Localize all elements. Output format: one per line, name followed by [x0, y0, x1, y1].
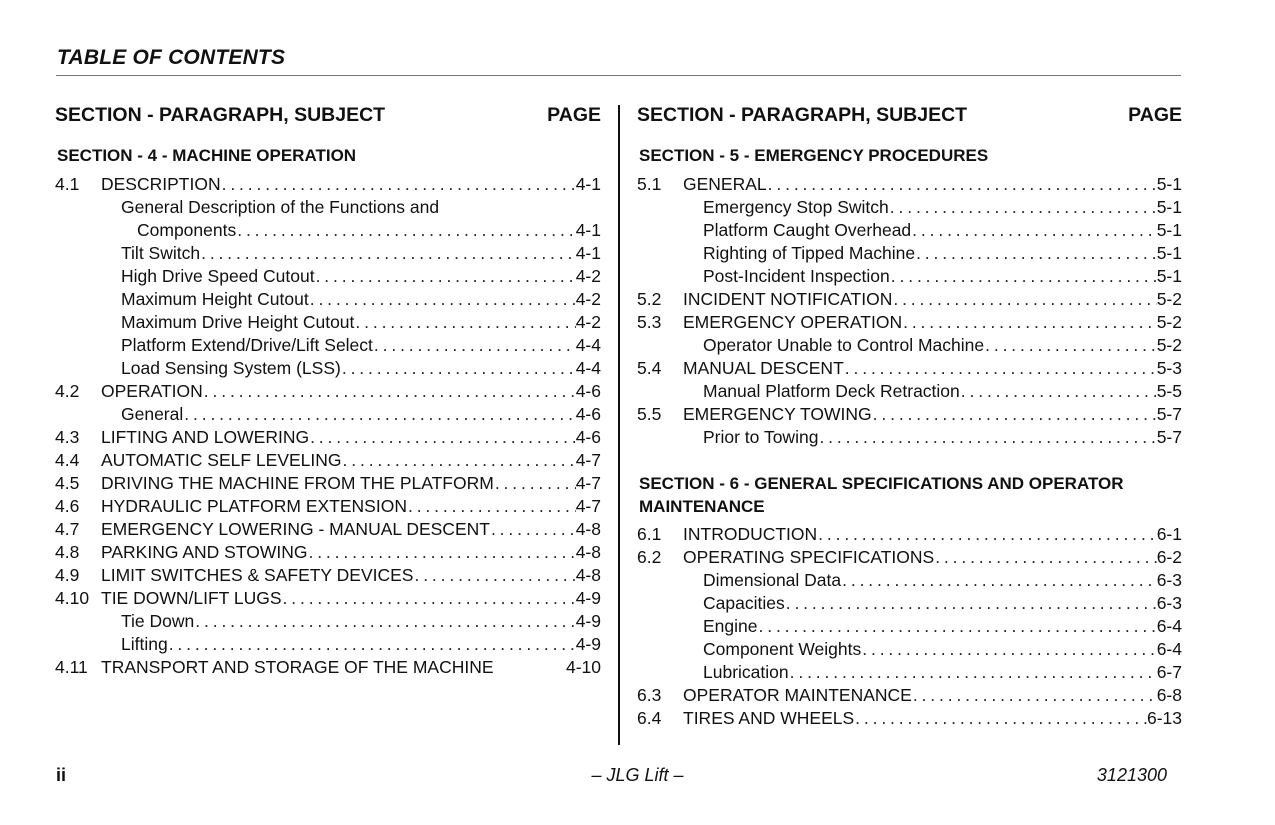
- toc-entry-label: DESCRIPTION: [101, 174, 221, 194]
- toc-entry-label: Operator Unable to Control Machine: [703, 335, 985, 355]
- toc-entry-page: 4-10: [565, 657, 601, 677]
- toc-entry-label: HYDRAULIC PLATFORM EXTENSION: [101, 496, 407, 516]
- section-4-heading: SECTION - 4 - MACHINE OPERATION: [57, 146, 357, 165]
- dot-leader: [342, 450, 576, 471]
- toc-entry-page: 4-9: [575, 588, 601, 608]
- toc-entry-label: Prior to Towing: [703, 427, 819, 447]
- toc-entry-label: General: [121, 404, 184, 424]
- section-6-heading-line1: SECTION - 6 - GENERAL SPECIFICATIONS AND OPERATOR: [639, 474, 1124, 493]
- toc-entry-page: 6-8: [1156, 685, 1182, 705]
- dot-leader: [889, 197, 1157, 218]
- toc-entry-page: 4-6: [575, 404, 601, 424]
- section-4-entries: [55, 174, 601, 680]
- dot-leader: [817, 524, 1157, 545]
- dot-leader: [203, 381, 576, 402]
- toc-entry[interactable]: [55, 358, 601, 381]
- dot-leader: [861, 639, 1156, 660]
- toc-entry-label: Manual Platform Deck Retraction: [703, 381, 960, 401]
- dot-leader: [413, 565, 575, 586]
- toc-entry[interactable]: [637, 174, 1182, 197]
- toc-entry-label: Maximum Height Cutout: [121, 289, 309, 309]
- dot-leader: [818, 427, 1156, 448]
- toc-entry-page: 6-1: [1156, 524, 1182, 544]
- toc-entry-label: Dimensional Data: [703, 570, 842, 590]
- section-5-entries: [637, 174, 1182, 450]
- toc-entry-label: Tilt Switch: [121, 243, 201, 263]
- toc-entry-page: 4-4: [575, 358, 601, 378]
- toc-entry-number: 4.3: [55, 427, 80, 447]
- toc-entry-page: 5-2: [1156, 312, 1182, 332]
- toc-entry-number: 5.5: [637, 404, 662, 424]
- toc-entry-label: LIFTING AND LOWERING: [101, 427, 310, 447]
- toc-entry[interactable]: [55, 565, 601, 588]
- toc-entry-label: Platform Caught Overhead: [703, 220, 912, 240]
- toc-entry-label: INTRODUCTION: [683, 524, 818, 544]
- toc-entry-label: EMERGENCY OPERATION: [683, 312, 903, 332]
- right-column-header: [637, 104, 1182, 128]
- toc-entry[interactable]: [55, 243, 601, 266]
- toc-entry-label: Component Weights: [703, 639, 862, 659]
- toc-entry-page: 4-7: [575, 473, 601, 493]
- toc-entry-label: EMERGENCY LOWERING - MANUAL DESCENT: [101, 519, 490, 539]
- toc-entry[interactable]: [637, 197, 1182, 220]
- toc-entry-number: 4.6: [55, 496, 80, 516]
- left-column-header: [55, 104, 601, 128]
- toc-entry-page: 4-7: [575, 496, 601, 516]
- dot-leader: [354, 312, 575, 333]
- toc-entry-page: 4-2: [575, 289, 601, 309]
- toc-entry[interactable]: [55, 588, 601, 611]
- toc-entry-number: 4.10: [55, 588, 90, 608]
- toc-entry-page: 4-8: [575, 519, 601, 539]
- toc-entry-label: PARKING AND STOWING: [101, 542, 308, 562]
- dot-leader: [960, 381, 1157, 402]
- toc-entry-page: 5-1: [1156, 243, 1182, 263]
- header-rule: [56, 75, 1181, 76]
- toc-entry[interactable]: [637, 220, 1182, 243]
- toc-entry-page: 5-5: [1156, 381, 1182, 401]
- dot-leader: [282, 588, 576, 609]
- toc-entry-number: 5.1: [637, 174, 662, 194]
- toc-entry[interactable]: [637, 427, 1182, 450]
- dot-leader: [407, 496, 576, 517]
- left-column: [55, 104, 601, 680]
- toc-entry-page: 4-8: [575, 542, 601, 562]
- dot-leader: [494, 473, 576, 494]
- toc-entry-page: 4-1: [575, 243, 601, 263]
- toc-entry-label: Righting of Tipped Machine: [703, 243, 916, 263]
- toc-entry-label: Platform Extend/Drive/Lift Select: [121, 335, 373, 355]
- dot-leader: [236, 220, 575, 241]
- page-title: TABLE OF CONTENTS: [57, 46, 286, 69]
- toc-entry-label: Engine: [703, 616, 758, 636]
- column-subject-heading: SECTION - PARAGRAPH, SUBJECT: [637, 104, 968, 126]
- toc-entry-number: 4.4: [55, 450, 80, 470]
- toc-entry-number: 4.5: [55, 473, 80, 493]
- toc-entry-number: 6.3: [637, 685, 662, 705]
- dot-leader: [854, 708, 1147, 729]
- toc-entry[interactable]: [637, 381, 1182, 404]
- dot-leader: [841, 570, 1157, 591]
- toc-entry-page: 6-7: [1156, 662, 1182, 682]
- toc-entry-label: General Description of the Functions and: [121, 197, 440, 217]
- toc-entry[interactable]: [55, 450, 601, 473]
- toc-entry-label: Lubrication: [703, 662, 789, 682]
- toc-entry[interactable]: [55, 312, 601, 335]
- toc-entry-number: 4.8: [55, 542, 80, 562]
- dot-leader: [892, 289, 1156, 310]
- toc-entry-page: 4-9: [575, 611, 601, 631]
- toc-entry-page: 6-13: [1146, 708, 1182, 728]
- toc-entry[interactable]: [637, 708, 1182, 731]
- toc-entry-label: GENERAL: [683, 174, 767, 194]
- toc-entry[interactable]: [55, 427, 601, 450]
- toc-entry-page: 4-4: [575, 335, 601, 355]
- toc-entry-number: 6.4: [637, 708, 662, 728]
- toc-entry-page: 6-3: [1156, 570, 1182, 590]
- toc-entry-label: EMERGENCY TOWING: [683, 404, 872, 424]
- toc-entry-label: OPERATOR MAINTENANCE: [683, 685, 912, 705]
- toc-entry-page: 5-1: [1156, 197, 1182, 217]
- toc-entry-label: MANUAL DESCENT: [683, 358, 844, 378]
- dot-leader: [872, 404, 1157, 425]
- toc-entry-label: Capacities: [703, 593, 785, 613]
- toc-entry-number: 4.11: [55, 657, 88, 677]
- dot-leader: [200, 243, 576, 264]
- toc-entry[interactable]: [637, 685, 1182, 708]
- dot-leader: [911, 220, 1157, 241]
- toc-entry-number: 5.4: [637, 358, 662, 378]
- toc-entry-page: 5-3: [1156, 358, 1182, 378]
- toc-entry-page: 6-2: [1156, 547, 1182, 567]
- toc-entry[interactable]: [55, 404, 601, 427]
- dot-leader: [789, 662, 1157, 683]
- toc-entry-label: TIE DOWN/LIFT LUGS: [101, 588, 282, 608]
- right-column: [637, 104, 1182, 731]
- dot-leader: [309, 427, 576, 448]
- toc-entry-page: 4-7: [575, 450, 601, 470]
- toc-entry[interactable]: [637, 358, 1182, 381]
- dot-leader: [844, 358, 1157, 379]
- toc-entry[interactable]: [637, 312, 1182, 335]
- dot-leader: [767, 174, 1157, 195]
- toc-entry-label: Components: [137, 220, 237, 240]
- toc-entry-label: AUTOMATIC SELF LEVELING: [101, 450, 342, 470]
- toc-entry[interactable]: [55, 266, 601, 289]
- toc-entry-page: 4-6: [575, 427, 601, 447]
- toc-entry[interactable]: [637, 639, 1182, 662]
- toc-entry-label: TRANSPORT AND STORAGE OF THE MACHINE: [101, 657, 494, 677]
- dot-leader: [373, 335, 576, 356]
- toc-entry-label: INCIDENT NOTIFICATION: [683, 289, 893, 309]
- toc-entry-page: 5-7: [1156, 427, 1182, 447]
- toc-entry-label: OPERATING SPECIFICATIONS: [683, 547, 935, 567]
- section-6-entries: [637, 524, 1182, 731]
- toc-entry[interactable]: [55, 519, 601, 542]
- toc-entry-number: 5.3: [637, 312, 662, 332]
- toc-entry[interactable]: [55, 657, 601, 680]
- toc-entry[interactable]: [637, 570, 1182, 593]
- document-number: 3121300: [1096, 765, 1167, 785]
- toc-entry-page: 4-1: [575, 220, 601, 240]
- dot-leader: [902, 312, 1157, 333]
- toc-entry-number: 4.2: [55, 381, 80, 401]
- toc-entry[interactable]: [55, 289, 601, 312]
- toc-entry[interactable]: [637, 404, 1182, 427]
- toc-entry-page: 4-1: [575, 174, 601, 194]
- toc-entry-number: 5.2: [637, 289, 662, 309]
- toc-entry[interactable]: [637, 243, 1182, 266]
- section-6-heading: [639, 472, 1182, 518]
- toc-entry-page: 4-9: [575, 634, 601, 654]
- column-subject-heading: SECTION - PARAGRAPH, SUBJECT: [55, 104, 386, 126]
- toc-entry-number: 4.9: [55, 565, 80, 585]
- dot-leader: [221, 174, 576, 195]
- toc-entry[interactable]: [637, 593, 1182, 616]
- dot-leader: [912, 685, 1157, 706]
- toc-entry[interactable]: [55, 496, 601, 519]
- toc-entry-label: TIRES AND WHEELS: [683, 708, 855, 728]
- toc-entry[interactable]: [55, 197, 601, 220]
- toc-entry-page: 4-8: [575, 565, 601, 585]
- dot-leader: [984, 335, 1157, 356]
- toc-entry-page: 4-6: [575, 381, 601, 401]
- toc-entry[interactable]: [55, 335, 601, 358]
- toc-entry-page: 6-3: [1156, 593, 1182, 613]
- dot-leader: [341, 358, 576, 379]
- dot-leader: [307, 542, 575, 563]
- toc-entry[interactable]: [55, 381, 601, 404]
- toc-entry-page: 5-1: [1156, 174, 1182, 194]
- dot-leader: [315, 266, 576, 287]
- dot-leader: [785, 593, 1157, 614]
- toc-entry-label: High Drive Speed Cutout: [121, 266, 315, 286]
- toc-entry-page: 5-2: [1156, 335, 1182, 355]
- toc-entry-label: LIMIT SWITCHES & SAFETY DEVICES: [101, 565, 414, 585]
- dot-leader: [168, 634, 576, 655]
- dot-leader: [934, 547, 1157, 568]
- toc-entry-number: 4.7: [55, 519, 80, 539]
- column-divider: [618, 105, 620, 745]
- toc-entry-number: 4.1: [55, 174, 80, 194]
- toc-entry[interactable]: [637, 547, 1182, 570]
- toc-entry[interactable]: [637, 266, 1182, 289]
- toc-entry[interactable]: [55, 174, 601, 197]
- toc-entry-page: 4-2: [575, 266, 601, 286]
- dot-leader: [309, 289, 576, 310]
- toc-entry[interactable]: [55, 473, 601, 496]
- toc-entry-page: 5-2: [1156, 289, 1182, 309]
- dot-leader: [915, 243, 1157, 264]
- column-page-heading: PAGE: [547, 104, 601, 126]
- dot-leader: [490, 519, 576, 540]
- dot-leader: [194, 611, 575, 632]
- toc-entry-label: Post-Incident Inspection: [703, 266, 890, 286]
- toc-entry[interactable]: [55, 542, 601, 565]
- toc-entry-number: 6.2: [637, 547, 662, 567]
- toc-entry-label: Tie Down: [121, 611, 195, 631]
- toc-entry-page: 6-4: [1156, 616, 1182, 636]
- toc-entry[interactable]: [637, 616, 1182, 639]
- toc-entry[interactable]: [55, 634, 601, 657]
- toc-entry-page: 4-2: [575, 312, 601, 332]
- toc-entry[interactable]: [637, 662, 1182, 685]
- toc-entry-page: 5-7: [1156, 404, 1182, 424]
- toc-entry-label: DRIVING THE MACHINE FROM THE PLATFORM: [101, 473, 494, 493]
- section-6-heading-line2: MAINTENANCE: [639, 497, 765, 516]
- page-number: ii: [56, 765, 67, 785]
- toc-entry-label: Lifting: [121, 634, 168, 654]
- dot-leader: [890, 266, 1157, 287]
- toc-entry-page: 5-1: [1156, 266, 1182, 286]
- toc-entry[interactable]: [637, 335, 1182, 358]
- toc-entry-label: OPERATION: [101, 381, 203, 401]
- dot-leader: [758, 616, 1157, 637]
- column-page-heading: PAGE: [1128, 104, 1182, 126]
- toc-entry-page: 5-1: [1156, 220, 1182, 240]
- toc-entry-number: 6.1: [637, 524, 662, 544]
- toc-entry-label: Maximum Drive Height Cutout: [121, 312, 355, 332]
- footer-brand: – JLG Lift –: [591, 765, 684, 785]
- toc-entry[interactable]: [55, 611, 601, 634]
- toc-entry[interactable]: [55, 220, 601, 243]
- dot-leader: [183, 404, 575, 425]
- toc-entry-label: Load Sensing System (LSS): [121, 358, 341, 378]
- toc-entry-page: 6-4: [1156, 639, 1182, 659]
- toc-entry[interactable]: [637, 289, 1182, 312]
- toc-entry[interactable]: [637, 524, 1182, 547]
- section-5-heading: SECTION - 5 - EMERGENCY PROCEDURES: [639, 146, 989, 165]
- toc-entry-label: Emergency Stop Switch: [703, 197, 889, 217]
